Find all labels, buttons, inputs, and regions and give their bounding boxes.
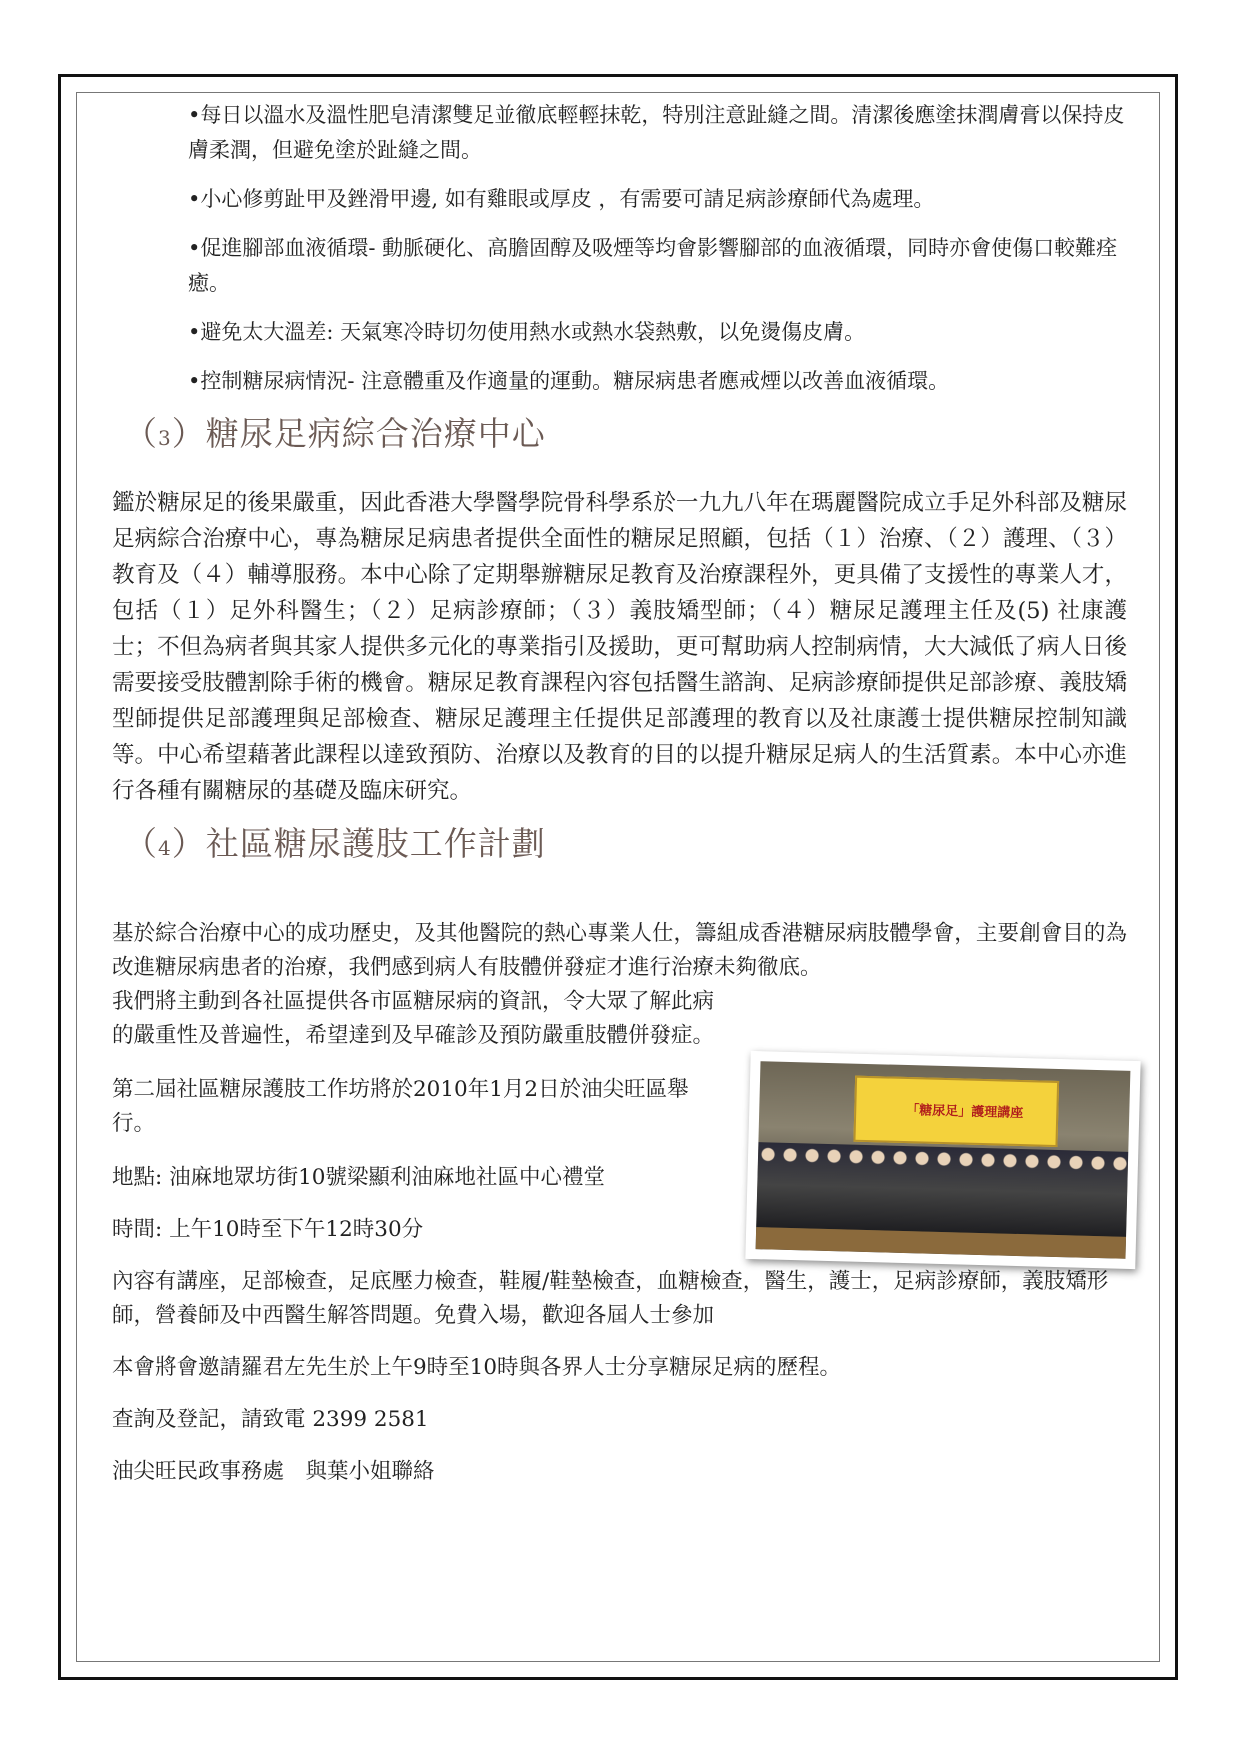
section-4-intro: 基於綜合治療中心的成功歷史，及其他醫院的熱心專業人仕，籌組成香港糖尿病肢體學會，主要創會目的為改進糖尿病患者的治療，我們感到病人有肢體併發症才進行治療未夠徹底。 (112, 921, 1127, 980)
contact-text: 油尖旺民政事務處 與葉小姐聯絡 (112, 1459, 435, 1484)
photo-crowd (756, 1142, 1128, 1237)
section-3-body: 鑑於糖尿足的後果嚴重，因此香港大學醫學院骨科學系於一九九八年在瑪麗醫院成立手足外科部及糖尿足病綜合治療中心，專為糖尿足病患者提供全面性的糖尿足照顧，包括（１）治療、（２）護理、（３）教育及（４）輔導服務。本中心除了定期舉辦糖尿足教育及治療課程外，更具備了支援性的專業人才，包括（１）足外科醫生；（２）足病診療師；（３）義肢矯型師；（４）糖尿足護理主任及(5) 社康護士；不但為病者與其家人提供多元化的專業指引及援助，更可幫助病人控制病情，大大減低了病人日後需要接受肢體割除手術的機會。糖尿足教育課程內容包括醫生諮詢、足病診療師提供足部診療、義肢矯型師提供足部護理與足部檢查、糖尿足護理主任提供足部護理的教育以及社康護士提供糖尿控制知識等。中心希望藉著此課程以達致預防、治療以及教育的目的以提升糖尿足病人的生活質素。本中心亦進行各種有關糖尿的基礎及臨床研究。 (112, 490, 1127, 804)
enquiry-text: 查詢及登記，請致電 2399 2581 (112, 1407, 429, 1432)
section-4-title: 社區糖尿護肢工作計劃 (205, 824, 546, 863)
workshop-announcement: 第二屆社區糖尿護肢工作坊將於2010年1月2日於油尖旺區舉行。 (112, 1077, 689, 1136)
bullet-item: •小心修剪趾甲及銼滑甲邊, 如有雞眼或厚皮 ，有需要可請足病診療師代為處理。 (188, 187, 935, 211)
section-3-number: 3 (158, 426, 172, 450)
bullet-item: •促進腳部血液循環- 動脈硬化、高膽固醇及吸煙等均會影響腳部的血液循環，同時亦會使傷口較難痊癒。 (188, 236, 1118, 295)
section-4-number: 4 (158, 836, 172, 860)
section-4-heading: （4）社區糖尿護肢工作計劃 (124, 824, 546, 863)
bullet-item: •每日以溫水及溫性肥皂清潔雙足並徹底輕輕抹乾，特別注意趾縫之間。清潔後應塗抹潤膚膏以保持皮膚柔潤，但避免塗於趾縫之間。 (188, 103, 1125, 162)
photo-banner-text: 「糖尿足」護理講座 (906, 1103, 1024, 1122)
bullet-item: •避免太大溫差: 天氣寒冷時切勿使用熱水或熱水袋熱敷，以免燙傷皮膚。 (188, 320, 866, 344)
page-content (112, 98, 1127, 1511)
time-text: 時間: 上午10時至下午12時30分 (112, 1217, 424, 1242)
section-3-title: 糖尿足病綜合治療中心 (205, 414, 546, 453)
bullet-item: •控制糖尿病情況- 注意體重及作適量的運動。糖尿病患者應戒煙以改善血液循環。 (188, 369, 950, 393)
venue-text: 地點: 油麻地眾坊街10號梁顯利油麻地社區中心禮堂 (112, 1165, 605, 1190)
speaker-text: 本會將會邀請羅君左先生於上午9時至10時與各界人士分享糖尿足病的歷程。 (112, 1355, 842, 1380)
photo-banner (853, 1076, 1059, 1147)
section-4-community: 我們將主動到各社區提供各市區糖尿病的資訊，令大眾了解此病的嚴重性及普遍性，希望達到及早確診及預防嚴重肢體併發症。 (112, 989, 715, 1048)
section-3-heading: （3）糖尿足病綜合治療中心 (124, 414, 546, 453)
content-text: 內容有講座，足部檢查，足底壓力檢查，鞋履/鞋墊檢查，血糖檢查，醫生，護士，足病診療師，義肢矯形師，營養師及中西醫生解答問題。免費入場，歡迎各屆人士參加 (112, 1269, 1109, 1328)
group-photo-image (756, 1061, 1131, 1259)
group-photo (745, 1051, 1140, 1269)
